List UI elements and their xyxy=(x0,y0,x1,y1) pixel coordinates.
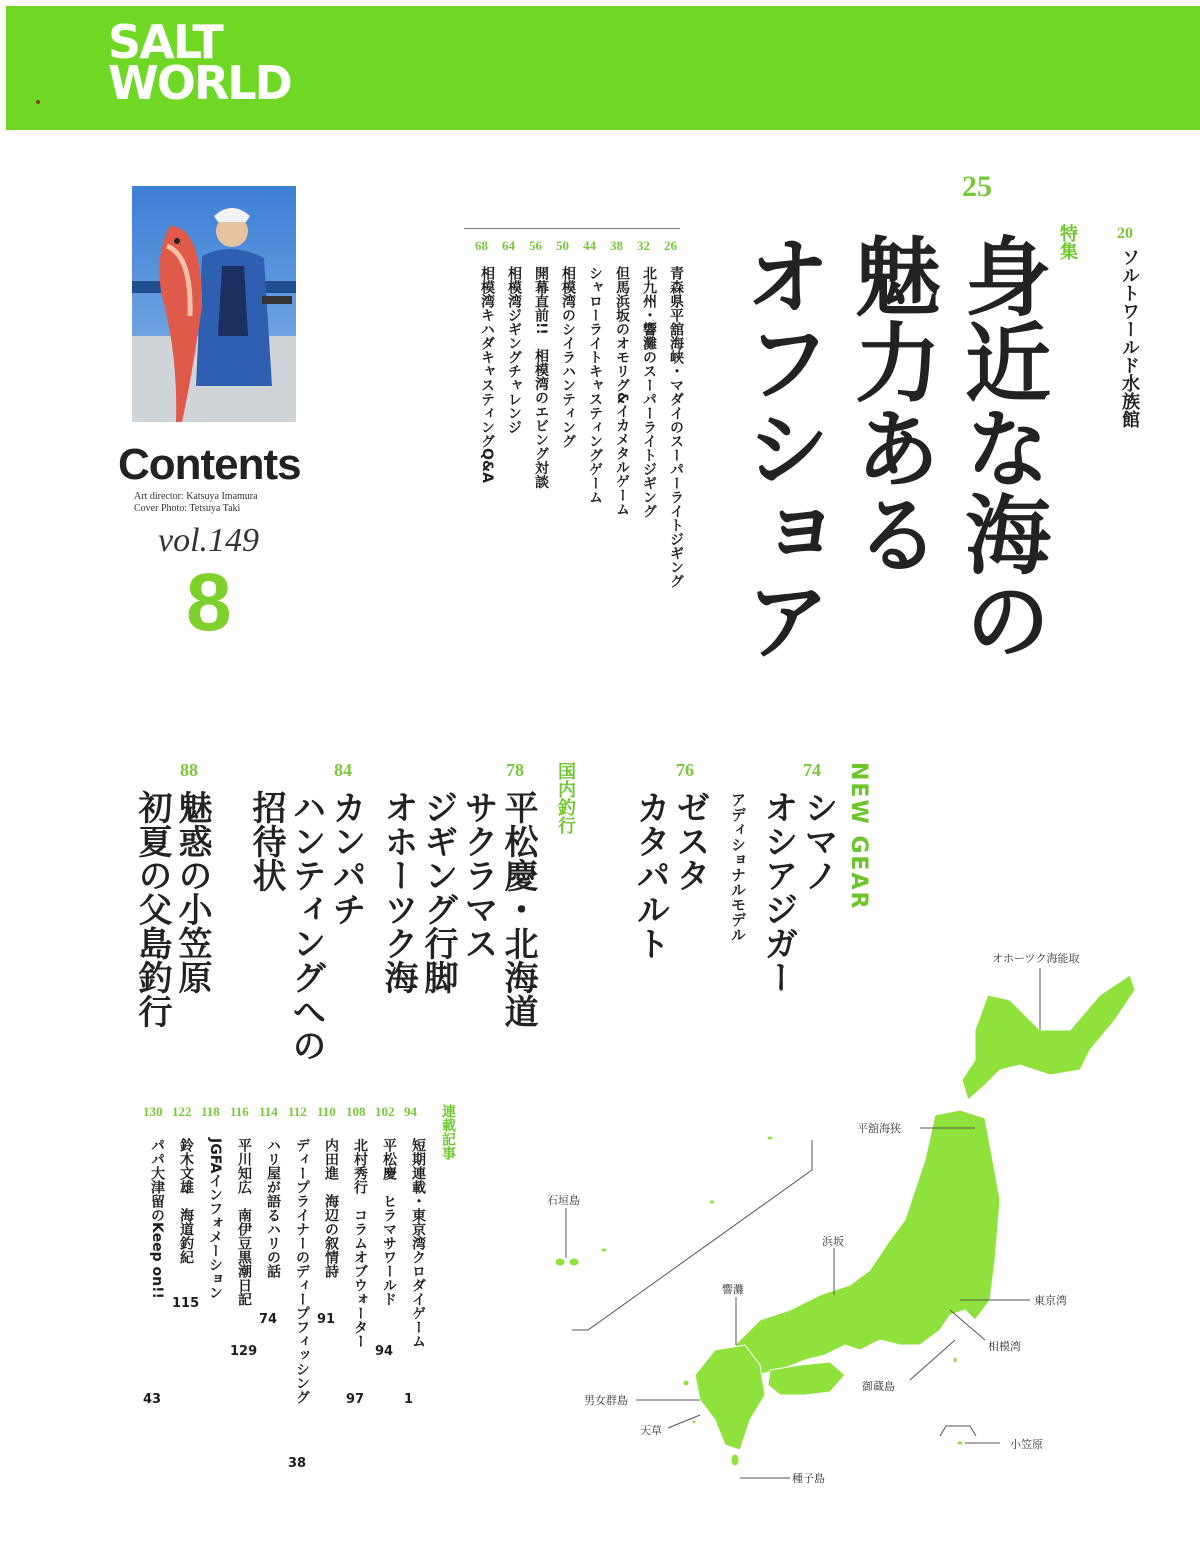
feature-article-page: 26 xyxy=(664,238,677,253)
feature-article-title[interactable]: 青森県平舘海峡・マダイのスーパーライトジギング xyxy=(668,266,684,588)
map-label-sagami: 相模湾 xyxy=(988,1340,1021,1353)
serial-article-part: 74 xyxy=(259,1312,278,1327)
domestic-article-line[interactable]: 平松慶・北海道 xyxy=(498,790,538,1028)
serial-article-part: 38 xyxy=(288,1456,307,1471)
feature-article-title[interactable]: 開幕直前!! 相模湾のエビング対談 xyxy=(533,266,549,489)
map-label-danjo: 男女群島 xyxy=(584,1394,628,1407)
feature-title-line-1[interactable]: 身近な海の xyxy=(950,232,1050,662)
new-gear-2-line-1[interactable]: ゼスタ xyxy=(670,790,710,892)
feature-article-page: 38 xyxy=(610,238,623,253)
domestic-article-page: 88 xyxy=(180,760,198,780)
serial-article-page: 118 xyxy=(201,1104,220,1119)
contents-title: Contents xyxy=(118,440,301,489)
domestic-article-line[interactable]: 魅惑の小笠原 xyxy=(172,790,212,994)
serial-article-title[interactable]: ディープライナーのディープフィッシング xyxy=(294,1138,310,1404)
feature-article-title[interactable]: 相模湾キハダキャスティングQ&A xyxy=(479,266,495,483)
domestic-label: 国内釣行 xyxy=(555,762,576,834)
magazine-logo xyxy=(108,15,291,111)
issue-month: 8 xyxy=(186,557,232,648)
feature-title-line-3[interactable]: オフショア xyxy=(730,232,830,662)
serial-article-title[interactable]: ハリ屋が語るハリの話 xyxy=(265,1138,281,1278)
serial-article-title[interactable]: 平松慶 ヒラマサワールド xyxy=(381,1138,397,1306)
serial-article-page: 108 xyxy=(346,1104,366,1119)
logo-line-1: SALT xyxy=(108,15,222,69)
feature-rule xyxy=(464,228,680,229)
domestic-article-line[interactable]: 招待状 xyxy=(246,790,286,892)
new-gear-2-line-2[interactable]: カタパルト xyxy=(630,790,670,960)
new-gear-1-line-1[interactable]: シマノ xyxy=(798,790,838,892)
domestic-article-line[interactable]: ジギング行脚 xyxy=(418,790,458,994)
serial-article-part: 43 xyxy=(143,1392,162,1407)
serial-article-title[interactable]: 北村秀行 コラムオブウォーター xyxy=(352,1138,368,1348)
serial-article-title[interactable]: 内田進 海辺の叙情詩 xyxy=(323,1138,339,1278)
feature-article-page: 50 xyxy=(556,238,569,253)
feature-article-title[interactable]: 相模湾ジギングチャレンジ xyxy=(506,266,522,434)
logo-line-2: WORLD xyxy=(108,56,291,111)
domestic-article-page: 78 xyxy=(506,760,524,780)
domestic-article-line[interactable]: 初夏の父島釣行 xyxy=(132,790,172,1028)
serial-label: 連載記事 xyxy=(440,1104,456,1160)
serial-article-title[interactable]: 鈴木文雄 海道釣紀 xyxy=(178,1138,194,1264)
feature-title-line-2[interactable]: 魅力ある xyxy=(840,232,940,576)
map-label-okhotsk: オホーツク海能取 xyxy=(992,952,1080,965)
feature-article-title[interactable]: 相模湾のシイラハンティング xyxy=(560,266,576,448)
new-gear-label: NEW GEAR xyxy=(846,762,871,911)
feature-article-title[interactable]: 但馬浜坂のオモリグ&イカメタルゲーム xyxy=(614,266,630,517)
serial-article-title[interactable]: JGFAインフォメーション xyxy=(207,1138,223,1300)
map-label-hibikinada: 響灘 xyxy=(722,1283,744,1296)
feature-article-page: 32 xyxy=(637,238,650,253)
serial-article-part: 115 xyxy=(172,1296,200,1311)
serial-article-page: 116 xyxy=(230,1104,249,1119)
map-label-ogasawara: 小笠原 xyxy=(1010,1438,1043,1451)
serial-article-page: 114 xyxy=(259,1104,278,1119)
new-gear-1-line-2[interactable]: オシアジガー xyxy=(758,790,798,994)
art-director-credit: Art director: Katsuya Imamura xyxy=(134,491,258,502)
serial-article-part: 94 xyxy=(375,1344,394,1359)
volume-number: vol.149 xyxy=(158,522,260,559)
serial-article-page: 102 xyxy=(375,1104,395,1119)
serial-article-page: 130 xyxy=(143,1104,163,1119)
map-label-tokyo: 東京湾 xyxy=(1034,1294,1067,1307)
domestic-article-line[interactable]: オホーツク海 xyxy=(378,790,418,994)
cover-photo xyxy=(132,186,296,422)
map-label-tanegashima: 種子島 xyxy=(792,1472,825,1485)
cover-photo-credit: Cover Photo: Tetsuya Taki xyxy=(134,503,241,514)
serial-article-page: 112 xyxy=(288,1104,307,1119)
serial-article-part: 91 xyxy=(317,1312,336,1327)
serial-article-page: 94 xyxy=(404,1104,417,1119)
aquarium-page: 20 xyxy=(1117,225,1133,242)
serial-article-part: 129 xyxy=(230,1344,258,1359)
serial-article-title[interactable]: 短期連載・東京湾クロダイゲーム xyxy=(410,1138,426,1348)
aquarium-title[interactable]: ソルトワールド水族館 xyxy=(1119,248,1140,428)
serial-article-page: 122 xyxy=(172,1104,192,1119)
feature-label: 特集 xyxy=(1057,224,1078,260)
map-label-amakusa: 天草 xyxy=(640,1424,662,1437)
map-label-mikura: 御蔵島 xyxy=(862,1380,895,1393)
japan-map xyxy=(540,940,1160,1500)
domestic-article-line[interactable]: サクラマス xyxy=(458,790,498,960)
new-gear-1-subtitle: アディショナルモデル xyxy=(729,792,747,942)
map-label-hamasaka: 浜坂 xyxy=(822,1235,844,1248)
serial-article-part: 97 xyxy=(346,1392,365,1407)
new-gear-2-page: 76 xyxy=(676,760,694,780)
serial-article-page: 110 xyxy=(317,1104,336,1119)
feature-article-page: 56 xyxy=(529,238,542,253)
feature-article-page: 68 xyxy=(475,238,488,253)
feature-article-title[interactable]: 北九州・響灘のスーパーライトジギング xyxy=(641,266,657,518)
feature-article-title[interactable]: シャローライトキャスティングゲーム xyxy=(587,266,603,504)
feature-page: 25 xyxy=(962,170,992,203)
domestic-article-line[interactable]: カンパチ xyxy=(326,790,366,926)
serial-article-title[interactable]: パパ大津留のKeep on!! xyxy=(149,1138,165,1299)
map-label-ishigaki: 石垣島 xyxy=(547,1194,580,1207)
feature-article-page: 44 xyxy=(583,238,596,253)
print-speck xyxy=(36,100,40,104)
feature-article-page: 64 xyxy=(502,238,515,253)
domestic-article-page: 84 xyxy=(334,760,352,780)
domestic-article-line[interactable]: ハンティングへの xyxy=(286,790,326,1062)
map-label-hirodate: 平舘海狭 xyxy=(857,1122,901,1135)
serial-article-title[interactable]: 平川知広 南伊豆黒潮日記 xyxy=(236,1138,252,1306)
serial-article-part: 1 xyxy=(404,1392,414,1407)
new-gear-1-page: 74 xyxy=(803,760,821,780)
